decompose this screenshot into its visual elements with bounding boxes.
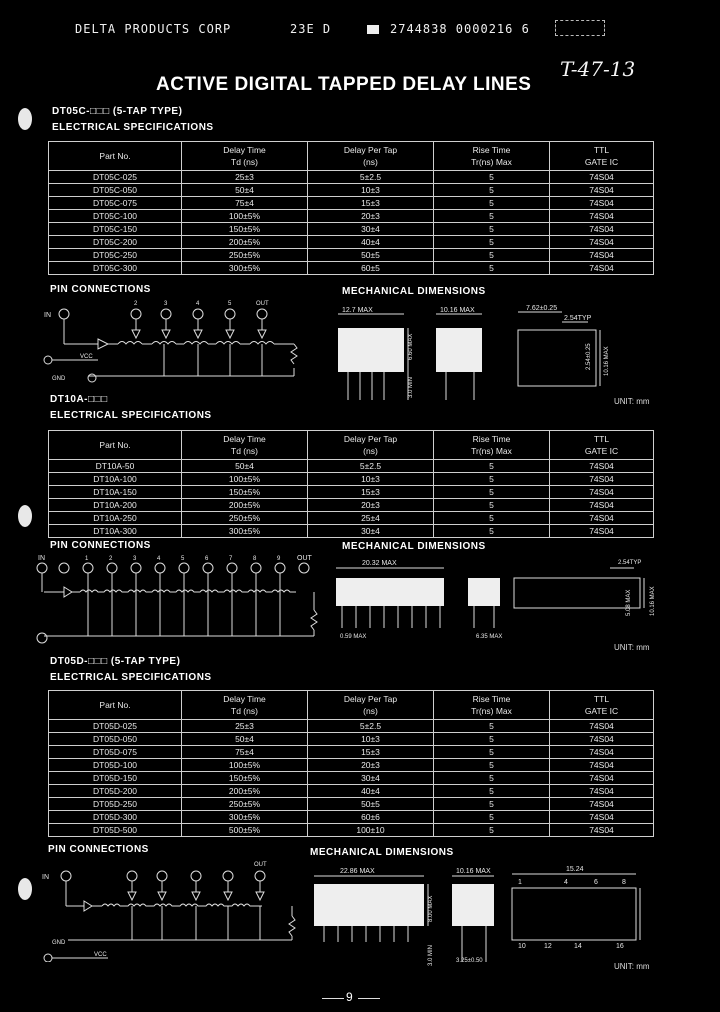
table-cell: 5 bbox=[434, 785, 550, 798]
col-delay-per-tap: Delay Per Tap (ns) bbox=[308, 691, 434, 720]
table-row bbox=[49, 772, 654, 785]
dim-label: 10.16 MAX bbox=[604, 346, 610, 376]
section-heading-dt05d: DT05D-□□□ (5-TAP TYPE) bbox=[50, 656, 181, 667]
pin-label-vcc: VCC bbox=[94, 952, 107, 958]
col-part: Part No. bbox=[49, 142, 182, 171]
table-cell: 74S04 bbox=[550, 772, 654, 785]
col-delay-time: Delay Time Td (ns) bbox=[182, 142, 308, 171]
table-cell: DT05C-050 bbox=[49, 184, 182, 197]
table-cell: 5 bbox=[434, 184, 550, 197]
table-cell: 250±5% bbox=[182, 512, 308, 525]
pin-connection-schematic-1 bbox=[38, 296, 318, 392]
table-cell: DT05D-500 bbox=[49, 824, 182, 837]
pin-label-out: OUT bbox=[254, 862, 267, 868]
table-cell: 74S04 bbox=[550, 171, 654, 184]
table-row bbox=[49, 499, 654, 512]
pin-label-in: IN bbox=[38, 555, 45, 562]
tap-pin bbox=[107, 563, 117, 573]
table-row bbox=[49, 210, 654, 223]
tap-label: 9 bbox=[277, 556, 281, 562]
table-cell: 5 bbox=[434, 262, 550, 275]
table-cell: 50±4 bbox=[182, 460, 308, 473]
table-cell: 150±5% bbox=[182, 486, 308, 499]
company-name: DELTA PRODUCTS CORP bbox=[75, 22, 232, 36]
pin-number: 8 bbox=[622, 879, 626, 886]
table-cell: DT05C-150 bbox=[49, 223, 182, 236]
pin-label-gnd: GND bbox=[52, 376, 66, 382]
table-cell: DT05D-250 bbox=[49, 798, 182, 811]
table-cell: DT10A-100 bbox=[49, 473, 182, 486]
tap-label: 3 bbox=[133, 556, 137, 562]
dim-label: 3.0 MIN bbox=[428, 944, 434, 966]
dim-label: 7.62±0.25 bbox=[526, 305, 558, 312]
table-cell: 5±2.5 bbox=[308, 171, 434, 184]
dim-label: 8.00 MAX bbox=[428, 895, 434, 922]
table-cell: 74S04 bbox=[550, 499, 654, 512]
binder-hole bbox=[18, 108, 32, 130]
table-cell: 74S04 bbox=[550, 512, 654, 525]
pin-number: 4 bbox=[564, 879, 568, 886]
tap-pin bbox=[179, 563, 189, 573]
table-cell: 74S04 bbox=[550, 473, 654, 486]
header-box bbox=[555, 20, 605, 36]
section-heading-dt10a: DT10A-□□□ bbox=[50, 394, 108, 405]
table-row bbox=[49, 249, 654, 262]
table-row bbox=[49, 486, 654, 499]
table-cell: 60±5 bbox=[308, 262, 434, 275]
tap-label: 6 bbox=[205, 556, 209, 562]
table-cell: 25±4 bbox=[308, 512, 434, 525]
table-cell: 74S04 bbox=[550, 486, 654, 499]
mechanical-dimensions-label: MECHANICAL DIMENSIONS bbox=[342, 286, 486, 297]
table-cell: DT05C-300 bbox=[49, 262, 182, 275]
col-rise-time: Rise Time Tr(ns) Max bbox=[434, 142, 550, 171]
table-cell: 150±5% bbox=[182, 772, 308, 785]
table-cell: 250±5% bbox=[182, 249, 308, 262]
header-code: 23E D bbox=[290, 22, 332, 36]
table-cell: 10±3 bbox=[308, 184, 434, 197]
pin-number: 16 bbox=[616, 943, 624, 950]
dim-label: 15.24 bbox=[566, 866, 584, 873]
tap-label: 5 bbox=[228, 301, 232, 307]
table-cell: 30±4 bbox=[308, 223, 434, 236]
table-cell: 300±5% bbox=[182, 262, 308, 275]
pin-label-out: OUT bbox=[297, 555, 312, 562]
pin-connections-label: PIN CONNECTIONS bbox=[50, 540, 151, 551]
pin-connections-label: PIN CONNECTIONS bbox=[48, 844, 149, 855]
table-row bbox=[49, 733, 654, 746]
electrical-spec-label: ELECTRICAL SPECIFICATIONS bbox=[50, 410, 212, 421]
tap-label: 4 bbox=[196, 301, 200, 307]
table-cell: DT10A-150 bbox=[49, 486, 182, 499]
dim-label: 2.54±0.25 bbox=[586, 343, 592, 370]
tap-label: 2 bbox=[134, 301, 138, 307]
table-cell: 500±5% bbox=[182, 824, 308, 837]
table-cell: 5 bbox=[434, 210, 550, 223]
table-cell: 74S04 bbox=[550, 720, 654, 733]
table-cell: 50±4 bbox=[182, 184, 308, 197]
table-cell: 30±4 bbox=[308, 525, 434, 538]
table-row bbox=[49, 759, 654, 772]
table-cell: 100±5% bbox=[182, 210, 308, 223]
table-cell: 60±6 bbox=[308, 811, 434, 824]
table-cell: 100±5% bbox=[182, 759, 308, 772]
pin-connections-label: PIN CONNECTIONS bbox=[50, 284, 151, 295]
table-cell: 74S04 bbox=[550, 460, 654, 473]
tap-label: 3 bbox=[164, 301, 168, 307]
table-cell: DT05D-100 bbox=[49, 759, 182, 772]
mechanical-dimensions-label: MECHANICAL DIMENSIONS bbox=[342, 541, 486, 552]
table-cell: DT10A-200 bbox=[49, 499, 182, 512]
table-cell: 74S04 bbox=[550, 223, 654, 236]
page-rule bbox=[358, 998, 380, 999]
dim-label: 2.54TYP bbox=[564, 315, 592, 322]
table-cell: 5 bbox=[434, 525, 550, 538]
table-cell: 74S04 bbox=[550, 236, 654, 249]
pin-label-vcc: VCC bbox=[80, 354, 93, 360]
table-cell: 15±3 bbox=[308, 486, 434, 499]
table-row bbox=[49, 811, 654, 824]
page-title: ACTIVE DIGITAL TAPPED DELAY LINES bbox=[156, 74, 532, 95]
table-cell: DT05C-025 bbox=[49, 171, 182, 184]
table-cell: DT05D-200 bbox=[49, 785, 182, 798]
page-number: 9 bbox=[346, 990, 353, 1004]
table-cell: 74S04 bbox=[550, 525, 654, 538]
table-cell: 250±5% bbox=[182, 798, 308, 811]
table-cell: 74S04 bbox=[550, 210, 654, 223]
tap-pin bbox=[203, 563, 213, 573]
table-row bbox=[49, 720, 654, 733]
col-delay-time: Delay Time Td (ns) bbox=[182, 691, 308, 720]
table-cell: 15±3 bbox=[308, 197, 434, 210]
col-delay-per-tap: Delay Per Tap (ns) bbox=[308, 431, 434, 460]
spec-table-dt10a bbox=[48, 430, 654, 538]
tap-label: 5 bbox=[181, 556, 185, 562]
dim-label: 20.32 MAX bbox=[362, 560, 397, 567]
table-row bbox=[49, 171, 654, 184]
tap-pin bbox=[251, 563, 261, 573]
table-row bbox=[49, 746, 654, 759]
col-ttl: TTL GATE IC bbox=[550, 691, 654, 720]
table-cell: 50±5 bbox=[308, 249, 434, 262]
barcode-mark bbox=[367, 25, 379, 34]
tap-pin bbox=[131, 563, 141, 573]
table-cell: DT05C-250 bbox=[49, 249, 182, 262]
table-cell: DT05C-200 bbox=[49, 236, 182, 249]
table-row bbox=[49, 785, 654, 798]
handwritten-note: T-47-13 bbox=[560, 57, 636, 81]
table-cell: DT05D-150 bbox=[49, 772, 182, 785]
spec-table-dt05c bbox=[48, 141, 654, 275]
mechanical-drawing-2 bbox=[328, 556, 668, 648]
table-cell: 75±4 bbox=[182, 746, 308, 759]
table-cell: 30±4 bbox=[308, 772, 434, 785]
electrical-spec-label: ELECTRICAL SPECIFICATIONS bbox=[52, 122, 214, 133]
col-rise-time: Rise Time Tr(ns) Max bbox=[434, 691, 550, 720]
col-ttl: TTL GATE IC bbox=[550, 142, 654, 171]
document-number: 2744838 0000216 6 bbox=[390, 22, 530, 36]
table-cell: 40±4 bbox=[308, 236, 434, 249]
table-row bbox=[49, 824, 654, 837]
col-part: Part No. bbox=[49, 691, 182, 720]
table-cell: 5±2.5 bbox=[308, 720, 434, 733]
mechanical-drawing-1 bbox=[328, 300, 628, 400]
spec-table-dt05d bbox=[48, 690, 654, 837]
table-cell: 5 bbox=[434, 249, 550, 262]
table-cell: 100±10 bbox=[308, 824, 434, 837]
pin-number: 12 bbox=[544, 943, 552, 950]
pin-number: 10 bbox=[518, 943, 526, 950]
table-cell: 5 bbox=[434, 772, 550, 785]
col-rise-time: Rise Time Tr(ns) Max bbox=[434, 431, 550, 460]
table-row bbox=[49, 184, 654, 197]
col-ttl: TTL GATE IC bbox=[550, 431, 654, 460]
table-cell: 74S04 bbox=[550, 759, 654, 772]
tap-pin bbox=[275, 563, 285, 573]
table-cell: 5 bbox=[434, 733, 550, 746]
tap-label: 2 bbox=[109, 556, 113, 562]
dim-label: 5.08 MAX bbox=[626, 589, 632, 616]
table-cell: 74S04 bbox=[550, 824, 654, 837]
dim-label: 6.35 MAX bbox=[476, 634, 503, 640]
col-delay-time: Delay Time Td (ns) bbox=[182, 431, 308, 460]
table-cell: 5 bbox=[434, 499, 550, 512]
table-cell: 150±5% bbox=[182, 223, 308, 236]
pin-connection-schematic-3 bbox=[38, 858, 300, 962]
table-cell: DT10A-50 bbox=[49, 460, 182, 473]
tap-label: 8 bbox=[253, 556, 257, 562]
dim-label: 10.16 MAX bbox=[440, 307, 475, 314]
table-cell: 74S04 bbox=[550, 733, 654, 746]
dim-label: 6.60 MAX bbox=[408, 333, 414, 360]
table-cell: DT05D-300 bbox=[49, 811, 182, 824]
table-cell: 74S04 bbox=[550, 262, 654, 275]
table-row bbox=[49, 512, 654, 525]
section-heading-dt05c: DT05C-□□□ (5-TAP TYPE) bbox=[52, 106, 183, 117]
table-cell: 75±4 bbox=[182, 197, 308, 210]
table-cell: 5 bbox=[434, 197, 550, 210]
table-cell: 5 bbox=[434, 171, 550, 184]
table-cell: 5 bbox=[434, 236, 550, 249]
tap-label: 4 bbox=[157, 556, 161, 562]
table-row bbox=[49, 525, 654, 538]
table-cell: DT05D-050 bbox=[49, 733, 182, 746]
table-cell: 300±5% bbox=[182, 811, 308, 824]
table-cell: 200±5% bbox=[182, 785, 308, 798]
pin-number: 14 bbox=[574, 943, 582, 950]
tap-pin bbox=[299, 563, 309, 573]
pin-label-in: IN bbox=[42, 874, 49, 881]
table-cell: DT05D-025 bbox=[49, 720, 182, 733]
table-cell: 5 bbox=[434, 798, 550, 811]
table-cell: 25±3 bbox=[182, 171, 308, 184]
table-row bbox=[49, 262, 654, 275]
pin-connection-schematic-2 bbox=[36, 552, 326, 650]
table-cell: 5 bbox=[434, 811, 550, 824]
table-cell: 200±5% bbox=[182, 236, 308, 249]
table-row bbox=[49, 197, 654, 210]
table-row bbox=[49, 473, 654, 486]
table-cell: DT10A-300 bbox=[49, 525, 182, 538]
unit-label: UNIT: mm bbox=[614, 962, 650, 971]
table-cell: 10±3 bbox=[308, 733, 434, 746]
table-cell: 5 bbox=[434, 460, 550, 473]
table-cell: 20±3 bbox=[308, 210, 434, 223]
table-cell: 20±3 bbox=[308, 759, 434, 772]
dim-label: 22.86 MAX bbox=[340, 868, 375, 875]
tap-label: 7 bbox=[229, 556, 233, 562]
table-cell: 74S04 bbox=[550, 746, 654, 759]
table-cell: 25±3 bbox=[182, 720, 308, 733]
table-cell: 5 bbox=[434, 473, 550, 486]
table-cell: 200±5% bbox=[182, 499, 308, 512]
table-cell: 5±2.5 bbox=[308, 460, 434, 473]
unit-label: UNIT: mm bbox=[614, 397, 650, 406]
col-part: Part No. bbox=[49, 431, 182, 460]
table-cell: DT05D-075 bbox=[49, 746, 182, 759]
mechanical-drawing-3 bbox=[306, 862, 652, 968]
table-cell: 5 bbox=[434, 512, 550, 525]
mechanical-dimensions-label: MECHANICAL DIMENSIONS bbox=[310, 847, 454, 858]
table-cell: 74S04 bbox=[550, 197, 654, 210]
table-cell: 5 bbox=[434, 759, 550, 772]
table-cell: 40±4 bbox=[308, 785, 434, 798]
dim-label: 0.59 MAX bbox=[340, 634, 367, 640]
table-cell: 100±5% bbox=[182, 473, 308, 486]
pin-number: 1 bbox=[518, 879, 522, 886]
tap-pin bbox=[83, 563, 93, 573]
table-row bbox=[49, 236, 654, 249]
table-row bbox=[49, 798, 654, 811]
table-cell: 5 bbox=[434, 223, 550, 236]
dim-label: 3.0 MIN bbox=[408, 376, 414, 398]
table-cell: 20±3 bbox=[308, 499, 434, 512]
table-cell: 5 bbox=[434, 824, 550, 837]
binder-hole bbox=[18, 878, 32, 900]
table-cell: 5 bbox=[434, 486, 550, 499]
table-cell: DT05C-100 bbox=[49, 210, 182, 223]
table-cell: 300±5% bbox=[182, 525, 308, 538]
table-cell: 74S04 bbox=[550, 798, 654, 811]
table-cell: 5 bbox=[434, 720, 550, 733]
dim-label: 3.25±0.50 bbox=[456, 958, 483, 964]
dim-label: 10.16 MAX bbox=[456, 868, 491, 875]
unit-label: UNIT: mm bbox=[614, 643, 650, 652]
table-cell: 74S04 bbox=[550, 811, 654, 824]
table-cell: 50±4 bbox=[182, 733, 308, 746]
table-cell: 74S04 bbox=[550, 184, 654, 197]
binder-hole bbox=[18, 505, 32, 527]
tap-pin bbox=[59, 563, 69, 573]
col-delay-per-tap: Delay Per Tap (ns) bbox=[308, 142, 434, 171]
table-cell: 74S04 bbox=[550, 785, 654, 798]
table-cell: 10±3 bbox=[308, 473, 434, 486]
electrical-spec-label: ELECTRICAL SPECIFICATIONS bbox=[50, 672, 212, 683]
tap-pin bbox=[155, 563, 165, 573]
table-cell: DT05C-075 bbox=[49, 197, 182, 210]
table-row bbox=[49, 223, 654, 236]
pin-label-in: IN bbox=[44, 312, 51, 319]
tap-pin bbox=[227, 563, 237, 573]
table-cell: 74S04 bbox=[550, 249, 654, 262]
table-cell: 15±3 bbox=[308, 746, 434, 759]
table-cell: 5 bbox=[434, 746, 550, 759]
pin-label-out: OUT bbox=[256, 301, 269, 307]
pin-number: 6 bbox=[594, 879, 598, 886]
dim-label: 12.7 MAX bbox=[342, 307, 373, 314]
table-cell: DT10A-250 bbox=[49, 512, 182, 525]
table-row bbox=[49, 460, 654, 473]
page-rule bbox=[322, 998, 344, 999]
dim-label: 10.16 MAX bbox=[650, 586, 656, 616]
pin-label-gnd: GND bbox=[52, 940, 66, 946]
dim-label: 2.54TYP bbox=[618, 560, 642, 566]
tap-label: 1 bbox=[85, 556, 89, 562]
table-cell: 50±5 bbox=[308, 798, 434, 811]
